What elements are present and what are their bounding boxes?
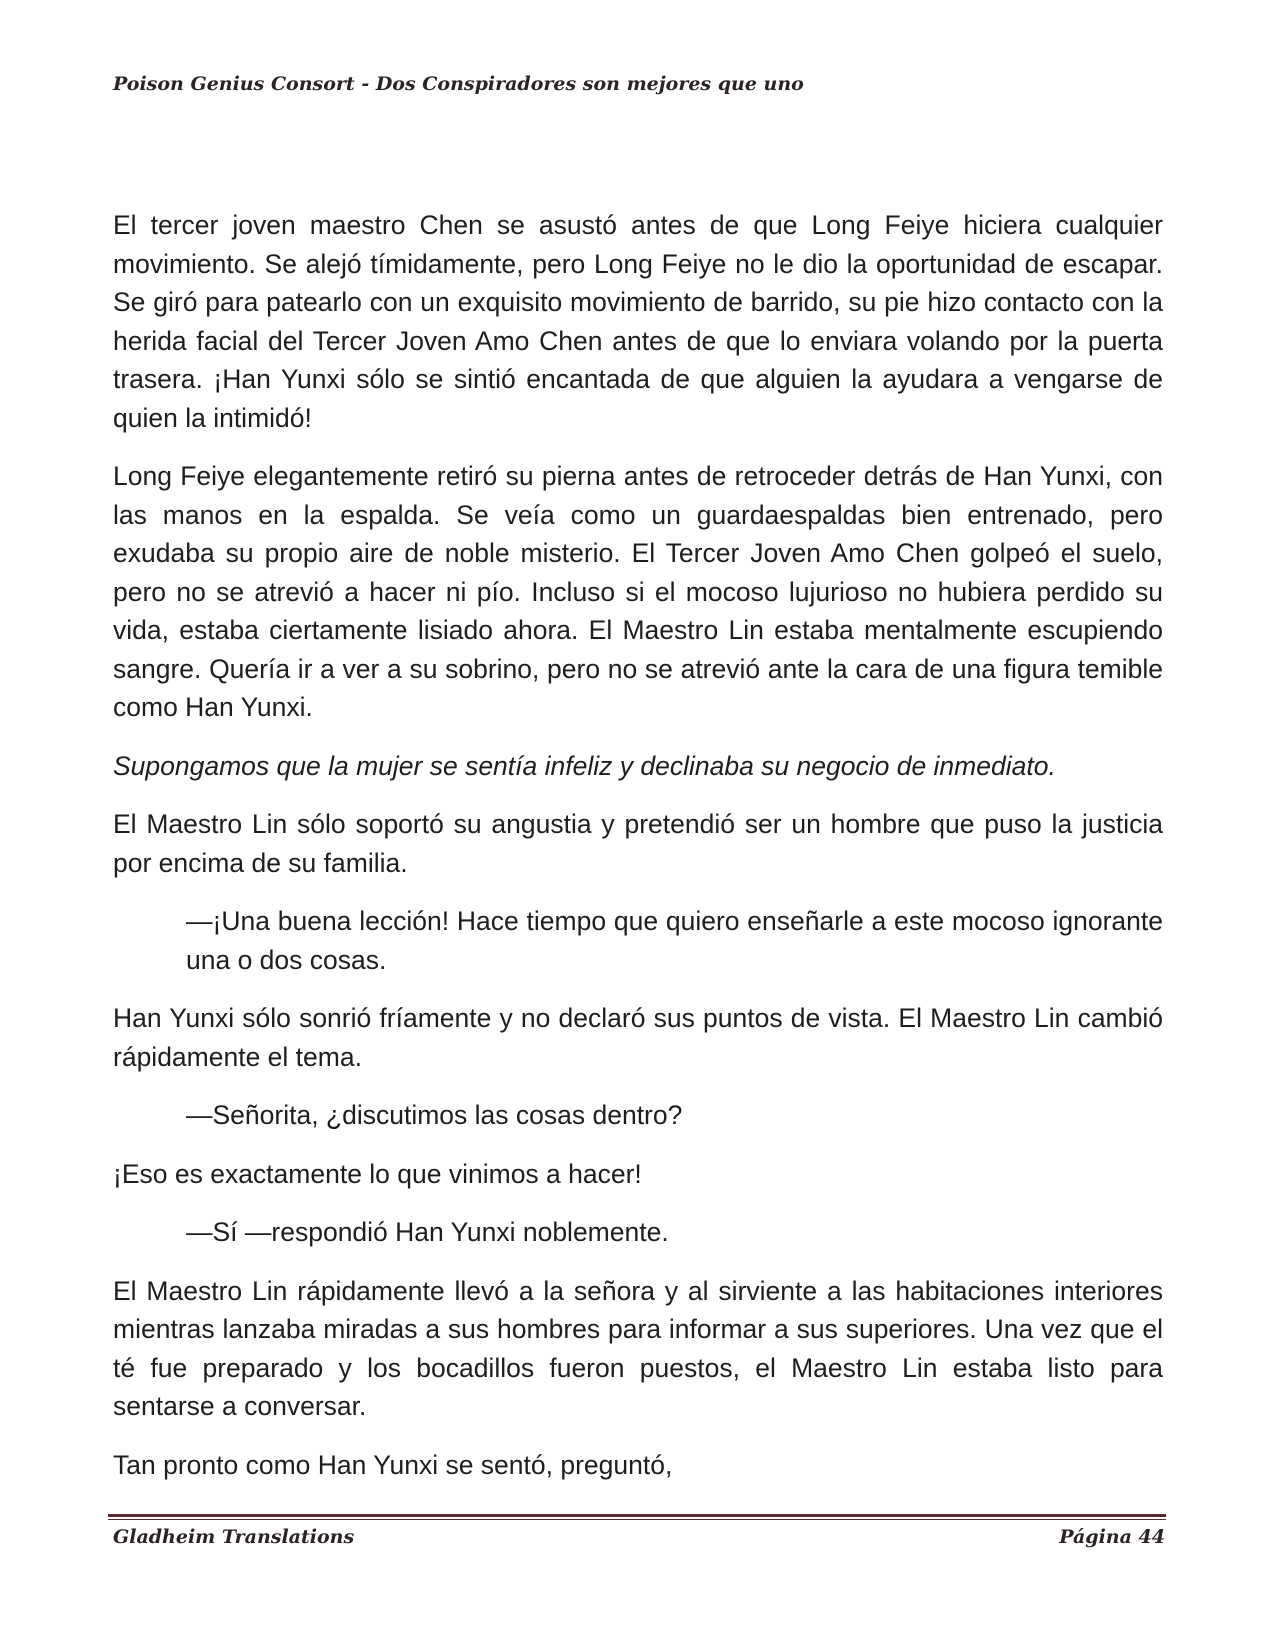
footer-publisher: Gladheim Translations	[113, 1526, 355, 1548]
paragraph: Han Yunxi sólo sonrió fríamente y no declaró sus puntos de vista. El Maestro Lin cambió rápidamente el tema.	[113, 1003, 1163, 1072]
page-footer	[113, 1526, 1165, 1548]
footer-divider	[108, 1514, 1166, 1520]
paragraph: ¡Eso es exactamente lo que vinimos a hacer!	[113, 1158, 642, 1189]
paragraph: El Maestro Lin sólo soportó su angustia y pretendió ser un hombre que puso la justicia por encima de su familia.	[113, 809, 1163, 878]
page-header: Poison Genius Consort - Dos Conspiradores son mejores que uno	[113, 73, 804, 95]
paragraph: El Maestro Lin rápidamente llevó a la señora y al sirviente a las habitaciones interiores mientras lanzaba miradas a sus hombres para informar a sus superiores. Una vez que el té fue preparado y los bocadillos fueron puestos, el Maestro Lin estaba listo para sentarse a conversar.	[113, 1275, 1163, 1421]
dialogue-line: —¡Una buena lección! Hace tiempo que quiero enseñarle a este mocoso ignorante una o dos cosas.	[186, 906, 1163, 975]
italic-thought: Supongamos que la mujer se sentía infeliz y declinaba su negocio de inmediato.	[113, 750, 1056, 781]
dialogue-line: —Señorita, ¿discutimos las cosas dentro?	[186, 1100, 683, 1130]
document-body	[113, 206, 1163, 1504]
paragraph: Tan pronto como Han Yunxi se sentó, preguntó,	[113, 1449, 673, 1480]
dialogue-line: —Sí —respondió Han Yunxi noblemente.	[186, 1217, 669, 1247]
page-number: Página 44	[1059, 1526, 1165, 1548]
paragraph: Long Feiye elegantemente retiró su pierna antes de retroceder detrás de Han Yunxi, con las manos en la espalda. Se veía como un guardaespaldas bien entrenado, pero exudaba su propio aire de noble misterio. El Tercer Joven Amo Chen golpeó el suelo, pero no se atrevió a hacer ni pío. Incluso si el mocoso lujurioso no hubiera perdido su vida, estaba ciertamente lisiado ahora. El Maestro Lin estaba mentalmente escupiendo sangre. Quería ir a ver a su sobrino, pero no se atrevió ante la cara de una figura temible como Han Yunxi.	[113, 461, 1163, 722]
paragraph: El tercer joven maestro Chen se asustó antes de que Long Feiye hiciera cualquier movimiento. Se alejó tímidamente, pero Long Feiye no le dio la oportunidad de escapar. Se giró para patearlo con un exquisito movimiento de barrido, su pie hizo contacto con la herida facial del Tercer Joven Amo Chen antes de que lo enviara volando por la puerta trasera. ¡Han Yunxi sólo se sintió encantada de que alguien la ayudara a vengarse de quien la intimidó!	[113, 210, 1163, 433]
